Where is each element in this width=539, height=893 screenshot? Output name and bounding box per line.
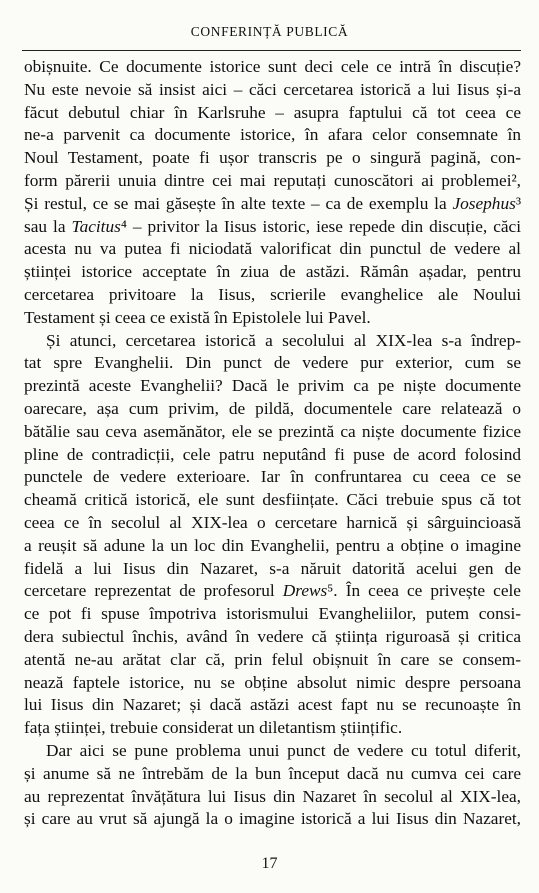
- text-line: cercetarea privitoare la Iisus, scrierile evanghelice ale Noului: [24, 284, 521, 304]
- text-line: atentă ne-au arătat clar că, prin felul obișnuit în care se consem-: [24, 649, 521, 669]
- text-line: nează faptele istorice, nu se obține absolut nimic despre persoana: [24, 672, 521, 692]
- text-line: dera subiectul închis, având în vedere că știința riguroasă și critica: [24, 626, 521, 646]
- text-line: tat spre Evanghelii. Din punct de vedere pur exterior, cum se: [24, 353, 521, 373]
- text-line: fidelă a lui Iisus din Nazaret, s-a năruit datorită acelui gen de: [24, 558, 521, 578]
- text-line: a reușit să adune la un loc din Evanghelii, pentru a obține o imagine: [24, 535, 521, 555]
- text-line: oarecare, așa cum privim, de pildă, documentele care relatează o: [24, 398, 521, 418]
- body-text: [24, 56, 521, 831]
- header-rule: [22, 50, 521, 51]
- text-line: acesta nu va putea fi niciodată valorificat din punctul de vedere al: [24, 239, 521, 259]
- text-line: ce pot fi spuse împotriva istorismului Evangheliilor, putem consi-: [24, 604, 521, 624]
- text-line: lui Iisus din Nazaret; și dacă astăzi acest fapt nu se recunoaște în: [24, 695, 521, 715]
- text-line: științei istorice acceptate în ziua de astăzi. Rămân așadar, pentru: [24, 262, 521, 282]
- text-line: obișnuite. Ce documente istorice sunt deci cele ce intră în discuție?: [24, 57, 521, 76]
- text-line: fața științei, trebuie considerat un diletantism științific.: [24, 718, 403, 738]
- page-number: 17: [261, 855, 278, 872]
- text-line: Noul Testament, poate fi ușor transcris pe o singură pagină, con-: [24, 148, 521, 168]
- text-line: cercetare reprezentat de profesorul Drews⁵. În ceea ce privește cele: [24, 581, 521, 601]
- text-line: Dar aici se pune problema unui punct de vedere cu totul diferit,: [46, 740, 521, 760]
- text-line: sau la Tacitus⁴ – privitor la Iisus istoric, iese repede din discuție, căci: [24, 216, 521, 236]
- text-line: prezintă aceste Evanghelii? Dacă le privim ca pe niște documente: [24, 376, 521, 396]
- text-line: form părerii unuia dintre cei mai reputați cunoscători ai problemei²,: [24, 170, 521, 190]
- text-line: au reprezentat învățătura lui Iisus din Nazaret în secolul al XIX-lea,: [24, 786, 521, 806]
- text-line: punctele de vedere exterioare. Iar în confruntarea cu ceea ce se: [24, 467, 521, 487]
- text-line: și anume să ne întrebăm de la bun început dacă nu cumva cei care: [24, 763, 521, 783]
- text-line: Nu este nevoie să insist aici – căci cercetarea istorică a lui Iisus și-a: [24, 79, 521, 99]
- text-line: ceea ce în secolul al XIX-lea o cercetare harnică și sârguincioasă: [24, 512, 521, 532]
- text-line: Testament și ceea ce există în Epistolele lui Pavel.: [24, 307, 371, 327]
- text-line: pline de contradicții, cele patru neputând fi puse de acord folosind: [24, 444, 521, 464]
- text-line: cheamă critică istorică, ele sunt desființate. Căci trebuie spus că tot: [24, 490, 521, 510]
- text-line: ne-a parvenit ca documente istorice, în afara celor consemnate în: [24, 125, 521, 145]
- text-line: și care au vrut să ajungă la o imagine istorică a lui Iisus din Nazaret,: [24, 809, 521, 829]
- running-header: CONFERINȚĂ PUBLICĂ: [190, 24, 349, 39]
- text-line: Și atunci, cercetarea istorică a secolului al XIX-lea s-a îndrep-: [46, 330, 521, 350]
- text-line: bătălie sau ceva asemănător, ele se prezintă ca niște documente fizice: [24, 421, 521, 441]
- text-line: făcut debutul chiar în Karlsruhe – asupra faptului că tot ceea ce: [24, 102, 521, 122]
- text-line: Și restul, ce se mai găsește în alte texte – ca de exemplu la Josephus³: [24, 193, 521, 213]
